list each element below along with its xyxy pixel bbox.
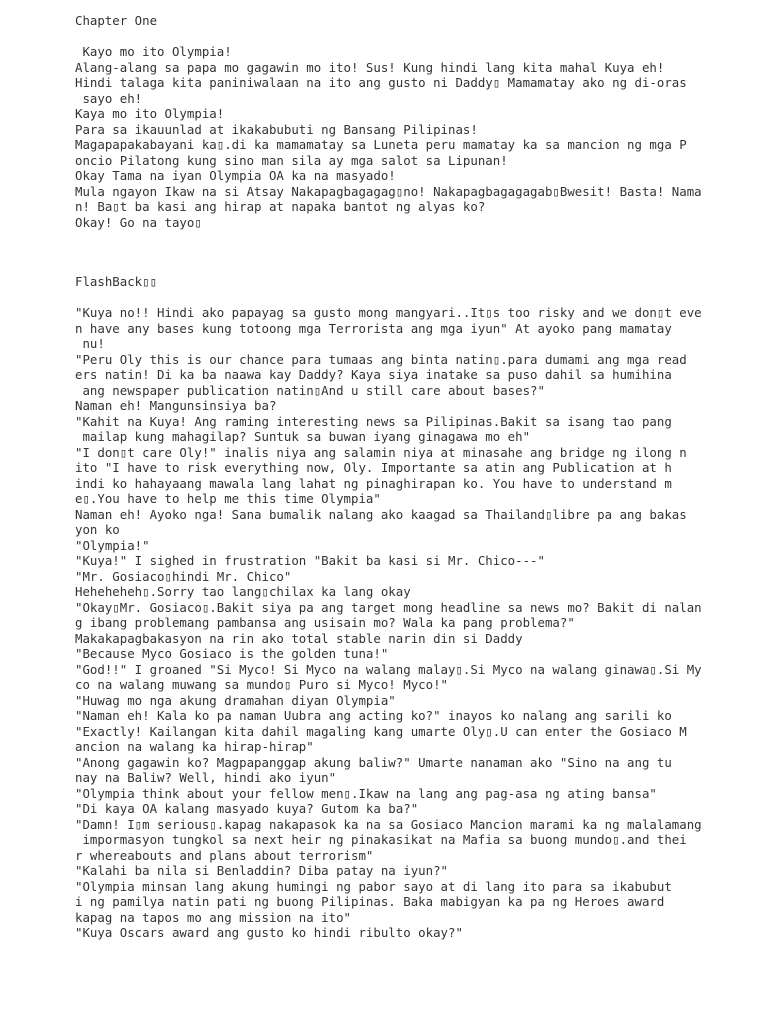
flashback-text-line: ang newspaper publication natin▯And u still care about bases?" xyxy=(75,382,545,398)
flashback-text-line: co na walang muwang sa mundo▯ Puro si Myco! Myco!" xyxy=(75,677,448,692)
flashback-text-line: "Kalahi ba nila si Benladdin? Diba patay na iyun?" xyxy=(75,863,448,878)
flashback-text-line: ers natin! Di ka ba naawa kay Daddy? Kaya siya inatake sa puso dahil sa humihina xyxy=(75,367,672,382)
chapter-text-line: Alang-alang sa papa mo gagawin mo ito! Sus! Kung hindi lang kita mahal Kuya eh! xyxy=(75,59,665,75)
chapter-text-line: Para sa ikauunlad at ikakabubuti ng Bansang Pilipinas! xyxy=(75,121,478,137)
flashback-text-line: "Olympia!" xyxy=(75,537,150,553)
flashback-text-line: "Kahit na Kuya! Ang raming interesting news sa Pilipinas.Bakit sa isang tao pang xyxy=(75,413,672,429)
flashback-text-line: mailap kung mahagilap? Suntuk sa buwan iyang ginagawa mo eh" xyxy=(75,429,531,444)
flashback-text-line: r whereabouts and plans about terrorism" xyxy=(75,847,374,863)
flashback-text-line: "Exactly! Kailangan kita dahil magaling kang umarte Oly▯.U can enter the Gosiaco M xyxy=(75,723,687,739)
flashback-text-line: e▯.You have to help me this time Olympia" xyxy=(75,491,381,506)
flashback-text-line: indi ko hahayaang mawala lang lahat ng pinaghirapan ko. You have to understand m xyxy=(75,475,672,491)
flashback-text-line: Makakapagbakasyon na rin ako total stable narin din si Daddy xyxy=(75,630,523,646)
flashback-text-line: n have any bases kung totoong mga Terrorista ang mga iyun" At ayoko pang mamatay xyxy=(75,320,672,336)
flashback-text-line: Heheheheh▯.Sorry tao lang▯chilax ka lang okay xyxy=(75,584,411,599)
flashback-text-line: "Kuya Oscars award ang gusto ko hindi ribulto okay?" xyxy=(75,925,463,940)
chapter-text-line: Kayo mo ito Olympia! xyxy=(75,44,232,59)
chapter-text-line: oncio Pilatong kung sino man sila ay mga salot sa Lipunan! xyxy=(75,152,508,168)
chapter-text-line: n! Ba▯t ba kasi ang hirap at napaka bantot ng alyas ko? xyxy=(75,199,486,214)
flashback-text-line: "Kuya!" I sighed in frustration "Bakit ba kasi si Mr. Chico---" xyxy=(75,553,545,568)
flashback-text-line: "Because Myco Gosiaco is the golden tuna!" xyxy=(75,646,389,661)
flashback-text-line: nu! xyxy=(75,336,105,351)
chapter-text-line: Chapter One xyxy=(75,13,158,28)
chapter-text-line: Okay Tama na iyan Olympia OA ka na masyado! xyxy=(75,168,396,183)
flashback-text-line: Naman eh! Ayoko nga! Sana bumalik nalang ako kaagad sa Thailand▯libre pa ang bakas xyxy=(75,506,687,522)
chapter-text-line: Okay! Go na tayo▯ xyxy=(75,214,202,230)
flashback-text-line: g ibang problemang pambansa ang usisain mo? Wala ka pang problema?" xyxy=(75,615,575,630)
chapter-text-line: sayo eh! xyxy=(75,90,143,106)
flashback-text-line: "Olympia minsan lang akung humingi ng pabor sayo at di lang ito para sa ikabubut xyxy=(75,878,672,894)
flashback-text-line xyxy=(75,290,715,306)
flashback-text-line: "Kuya no!! Hindi ako papayag sa gusto mong mangyari..It▯s too risky and we don▯t eve xyxy=(75,305,702,320)
flashback-text-line: "Mr. Gosiaco▯hindi Mr. Chico" xyxy=(75,568,292,584)
chapter-text-line: Hindi talaga kita paniniwalaan na ito ang gusto ni Daddy▯ Mamamatay ako ng di-oras xyxy=(75,75,687,90)
chapter-text-line: Magapapakabayani ka▯.di ka mamamatay sa Luneta peru mamatay ka sa mancion ng mga P xyxy=(75,137,687,152)
flashback-text-line: "Olympia think about your fellow men▯.Ikaw na lang ang pag-asa ng ating bansa" xyxy=(75,785,657,801)
flashback-text-line: "Okay▯Mr. Gosiaco▯.Bakit siya pa ang target mong headline sa news mo? Bakit di nalan xyxy=(75,599,702,615)
flashback-text-line: "God!!" I groaned "Si Myco! Si Myco na walang malay▯.Si Myco na walang ginawa▯.Si My xyxy=(75,661,702,677)
flashback-text-line: yon ko xyxy=(75,522,120,537)
chapter-text-line: Mula ngayon Ikaw na si Atsay Nakapagbagagag▯no! Nakapagbagagagab▯Bwesit! Basta! Nama xyxy=(75,183,702,199)
flashback-section xyxy=(75,274,715,941)
chapter-text-line xyxy=(75,29,715,45)
flashback-text-line: kapag na tapos mo ang mission na ito" xyxy=(75,909,352,925)
flashback-text-line: Naman eh! Mangunsinsiya ba? xyxy=(75,398,277,413)
flashback-text-line: "Damn! I▯m serious▯.kapag nakapasok ka na sa Gosiaco Mancion marami ka ng malalamang xyxy=(75,816,702,832)
flashback-text-line: "Di kaya OA kalang masyado kuya? Gutom ka ba?" xyxy=(75,801,419,816)
flashback-text-line: ancion na walang ka hirap-hirap" xyxy=(75,739,314,754)
flashback-text-line: "Anong gagawin ko? Magpapanggap akung baliw?" Umarte nanaman ako "Sino na ang tu xyxy=(75,754,672,770)
flashback-text-line: nay na Baliw? Well, hindi ako iyun" xyxy=(75,770,337,785)
flashback-text-line: "Naman eh! Kala ko pa naman Uubra ang acting ko?" inayos ko nalang ang sarili ko xyxy=(75,708,672,723)
flashback-text-line: "I don▯t care Oly!" inalis niya ang salamin niya at minasahe ang bridge ng ilong n xyxy=(75,444,687,460)
flashback-text-line: FlashBack▯▯ xyxy=(75,274,158,289)
flashback-text-line: ito "I have to risk everything now, Oly. Importante sa atin ang Publication at h xyxy=(75,460,672,475)
chapter-one-section xyxy=(75,13,715,230)
flashback-text-line: "Peru Oly this is our chance para tumaas ang binta natin▯.para dumami ang mga read xyxy=(75,351,687,367)
flashback-text-line: i ng pamilya natin pati ng buong Pilipinas. Baka mabigyan ka pa ng Heroes award xyxy=(75,894,665,909)
flashback-text-line: impormasyon tungkol sa next heir ng pinakasikat na Mafia sa buong mundo▯.and thei xyxy=(75,832,687,847)
flashback-text-line: "Huwag mo nga akung dramahan diyan Olympia" xyxy=(75,692,396,708)
chapter-text-line: Kaya mo ito Olympia! xyxy=(75,106,225,121)
